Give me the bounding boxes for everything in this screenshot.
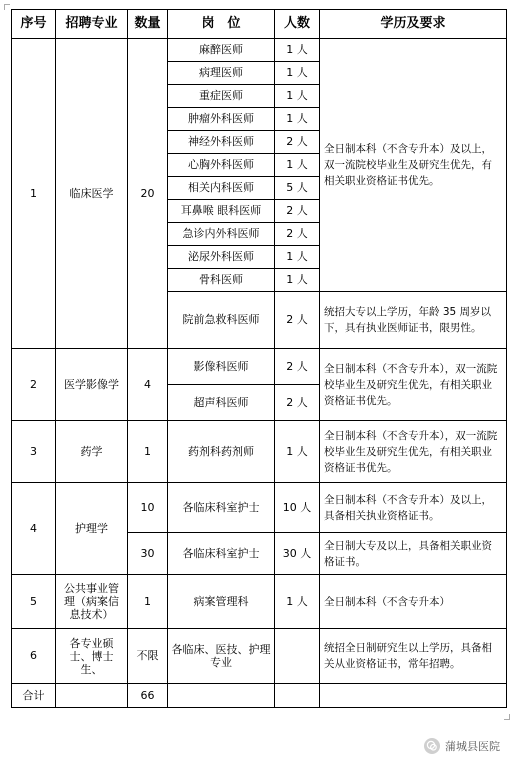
row-people <box>275 629 320 684</box>
header-post: 岗 位 <box>168 10 275 39</box>
row-count: 4 <box>128 349 168 421</box>
table-row <box>12 575 507 629</box>
row-no: 4 <box>12 483 56 575</box>
row-post: 骨科医师 <box>168 269 275 292</box>
row-no: 2 <box>12 349 56 421</box>
table-corner-mark <box>4 4 10 10</box>
watermark-text: 蒲城县医院 <box>445 740 500 753</box>
total-empty <box>320 684 507 708</box>
row-post: 超声科医师 <box>168 385 275 421</box>
total-empty <box>275 684 320 708</box>
row-post: 影像科医师 <box>168 349 275 385</box>
row-post: 各临床、医技、护理专业 <box>168 629 275 684</box>
wechat-watermark <box>424 738 500 754</box>
table-row <box>12 349 507 385</box>
row-post: 院前急救科医师 <box>168 292 275 349</box>
row-requirements: 全日制本科（不含专升本） <box>320 575 507 629</box>
row-people: 5 人 <box>275 177 320 200</box>
row-post: 病理医师 <box>168 62 275 85</box>
table-row <box>12 421 507 483</box>
table-row <box>12 629 507 684</box>
row-people: 1 人 <box>275 575 320 629</box>
row-requirements: 统招全日制研究生以上学历，具备相关从业资格证书，常年招聘。 <box>320 629 507 684</box>
row-major: 护理学 <box>56 483 128 575</box>
row-post: 各临床科室护士 <box>168 533 275 575</box>
wechat-account-icon <box>424 738 440 754</box>
row-people: 1 人 <box>275 85 320 108</box>
row-people: 2 人 <box>275 385 320 421</box>
row-count: 20 <box>128 39 168 349</box>
row-people: 2 人 <box>275 349 320 385</box>
total-label: 合计 <box>12 684 56 708</box>
row-count: 1 <box>128 575 168 629</box>
header-count: 数量 <box>128 10 168 39</box>
row-major: 药学 <box>56 421 128 483</box>
row-requirements: 统招大专以上学历，年龄 35 周岁以下，具有执业医师证书，限男性。 <box>320 292 507 349</box>
row-people: 1 人 <box>275 108 320 131</box>
row-people: 2 人 <box>275 200 320 223</box>
header-major: 招聘专业 <box>56 10 128 39</box>
header-row <box>12 10 507 39</box>
row-no: 1 <box>12 39 56 349</box>
table-row <box>12 483 507 533</box>
row-people: 2 人 <box>275 131 320 154</box>
row-no: 6 <box>12 629 56 684</box>
total-count: 66 <box>128 684 168 708</box>
row-people: 1 人 <box>275 62 320 85</box>
row-count: 30 <box>128 533 168 575</box>
row-people: 10 人 <box>275 483 320 533</box>
row-requirements: 全日制本科（不含专升本）及以上，双一流院校毕业生及研究生优先，有相关职业资格证书优先。 <box>320 39 507 292</box>
row-post: 药剂科药剂师 <box>168 421 275 483</box>
table-corner-mark <box>504 714 510 720</box>
row-post: 各临床科室护士 <box>168 483 275 533</box>
total-empty <box>168 684 275 708</box>
row-no: 5 <box>12 575 56 629</box>
row-people: 1 人 <box>275 154 320 177</box>
header-requirements: 学历及要求 <box>320 10 507 39</box>
row-people: 1 人 <box>275 421 320 483</box>
row-people: 1 人 <box>275 269 320 292</box>
header-people: 人数 <box>275 10 320 39</box>
row-requirements: 全日制本科（不含专升本）及以上，具备相关执业资格证书。 <box>320 483 507 533</box>
row-people: 1 人 <box>275 246 320 269</box>
row-post: 泌尿外科医师 <box>168 246 275 269</box>
row-post: 肿瘤外科医师 <box>168 108 275 131</box>
table-row <box>12 39 507 62</box>
row-requirements: 全日制本科（不含专升本），双一流院校毕业生及研究生优先，有相关职业资格证书优先。 <box>320 421 507 483</box>
row-major: 临床医学 <box>56 39 128 349</box>
row-post: 耳鼻喉 眼科医师 <box>168 200 275 223</box>
total-empty <box>56 684 128 708</box>
row-major: 医学影像学 <box>56 349 128 421</box>
header-no: 序号 <box>12 10 56 39</box>
row-requirements: 全日制本科（不含专升本），双一流院校毕业生及研究生优先，有相关职业资格证书优先。 <box>320 349 507 421</box>
row-post: 神经外科医师 <box>168 131 275 154</box>
row-post: 相关内科医师 <box>168 177 275 200</box>
row-count: 10 <box>128 483 168 533</box>
row-major: 各专业硕士、博士生、 <box>56 629 128 684</box>
total-row <box>12 684 507 708</box>
row-post: 病案管理科 <box>168 575 275 629</box>
row-post: 麻醉医师 <box>168 39 275 62</box>
row-major: 公共事业管理（病案信息技术） <box>56 575 128 629</box>
row-no: 3 <box>12 421 56 483</box>
row-people: 2 人 <box>275 292 320 349</box>
recruitment-table <box>11 9 507 708</box>
row-post: 心胸外科医师 <box>168 154 275 177</box>
row-people: 30 人 <box>275 533 320 575</box>
row-count: 不限 <box>128 629 168 684</box>
row-post: 急诊内外科医师 <box>168 223 275 246</box>
row-people: 2 人 <box>275 223 320 246</box>
row-requirements: 全日制大专及以上，具备相关职业资格证书。 <box>320 533 507 575</box>
row-people: 1 人 <box>275 39 320 62</box>
row-count: 1 <box>128 421 168 483</box>
row-post: 重症医师 <box>168 85 275 108</box>
